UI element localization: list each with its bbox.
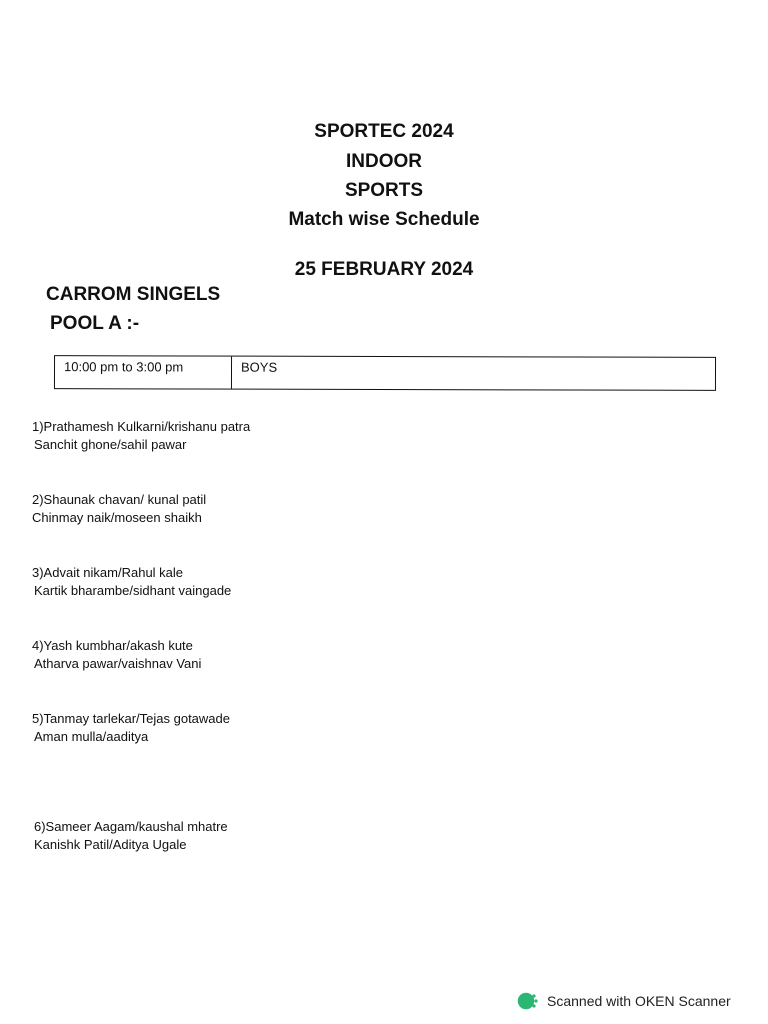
match-item (32, 564, 231, 600)
match-team-1: 1)Prathamesh Kulkarni/krishanu patra (32, 419, 251, 434)
match-team-1: 5)Tanmay tarlekar/Tejas gotawade (32, 711, 230, 726)
match-item (32, 491, 206, 527)
event-subtitle-sports: SPORTS (344, 180, 424, 201)
oken-scanner-logo-icon (517, 991, 539, 1011)
match-team-2: Aman mulla/aaditya (34, 729, 149, 744)
match-team-1: 4)Yash kumbhar/akash kute (32, 638, 193, 653)
event-title: SPORTEC 2024 (314, 121, 454, 142)
match-team-2: Atharva pawar/vaishnav Vani (34, 656, 202, 671)
event-subtitle-indoor: INDOOR (346, 151, 422, 172)
match-team-1: 6)Sameer Aagam/kaushal mhatre (34, 819, 228, 834)
schedule-table (54, 355, 716, 391)
watermark-text: Scanned with OKEN Scanner (547, 993, 731, 1009)
match-team-2: Sanchit ghone/sahil pawar (34, 437, 187, 452)
schedule-time: 10:00 pm to 3:00 pm (55, 356, 232, 388)
match-item (32, 418, 250, 454)
match-team-2: Kartik bharambe/sidhant vaingade (34, 583, 232, 598)
match-item (32, 818, 228, 854)
schedule-heading: Match wise Schedule (288, 209, 480, 230)
scanner-watermark (517, 990, 731, 1012)
schedule-category: BOYS (240, 359, 278, 375)
match-team-1: 3)Advait nikam/Rahul kale (32, 565, 184, 580)
match-item (32, 637, 201, 673)
event-date: 25 FEBRUARY 2024 (294, 259, 474, 280)
event-name: CARROM SINGELS (46, 284, 221, 305)
match-team-1: 2)Shaunak chavan/ kunal patil (32, 492, 207, 507)
pool-label: POOL A :- (50, 313, 140, 334)
match-team-2: Chinmay naik/moseen shaikh (32, 510, 202, 525)
match-team-2: Kanishk Patil/Aditya Ugale (34, 837, 187, 852)
match-item (32, 710, 230, 746)
